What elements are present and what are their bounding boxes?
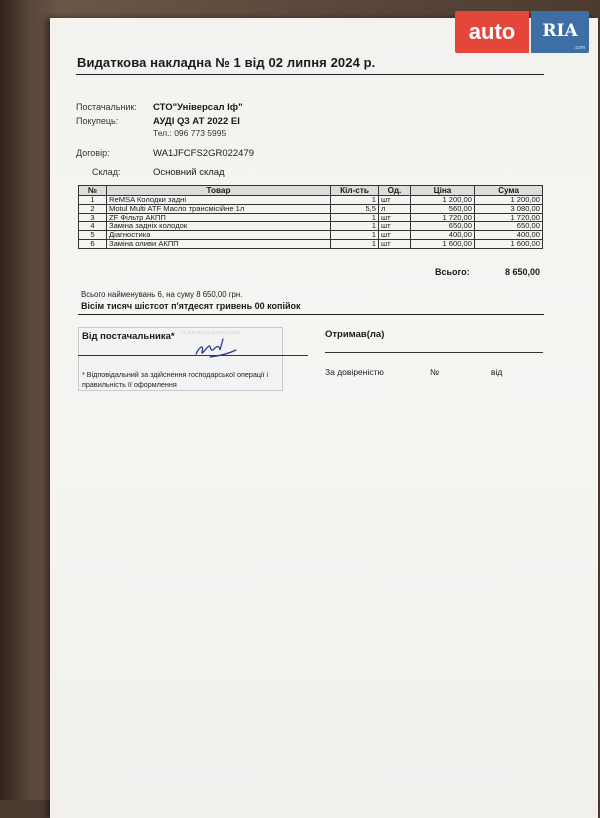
row-sum: 1 200,00 [475, 196, 543, 205]
row-price: 1 200,00 [411, 196, 475, 205]
row-unit: шт [379, 196, 411, 205]
row-item: ZF Фільтр АКПП [107, 213, 331, 222]
supplier-label: Постачальник: [76, 102, 137, 112]
power-of-attorney-label: За довіреністю [325, 367, 384, 377]
row-item: Motul Multi ATF Масло трансмісійне 1л [107, 204, 331, 213]
header-unit: Од. [379, 186, 411, 196]
summary-underline [78, 314, 544, 315]
table-row [79, 196, 543, 205]
summary-line: Всього найменувань 6, на суму 8 650,00 грн. [81, 290, 243, 299]
row-price: 560,00 [411, 204, 475, 213]
contract-value: WA1JFCFS2GR022479 [153, 148, 255, 159]
document-title: Видаткова накладна № 1 від 02 липня 2024 р. [77, 55, 376, 70]
row-price: 1 600,00 [411, 239, 475, 248]
row-number: 4 [79, 222, 107, 231]
faded-stamp-mark: ▭ ▭▭▭▭ ▭▭▭▭▭ [180, 330, 241, 336]
warehouse-label: Склад: [92, 167, 121, 177]
title-underline [76, 74, 544, 75]
row-number: 2 [79, 204, 107, 213]
row-qty: 5,5 [331, 204, 379, 213]
header-number: № [79, 186, 107, 196]
row-price: 1 720,00 [411, 213, 475, 222]
totals-label: Всього: [435, 267, 470, 277]
buyer-value: АУДІ Q3 АТ 2022 ЕІ [153, 116, 240, 127]
row-unit: шт [379, 231, 411, 240]
row-sum: 650,00 [475, 222, 543, 231]
items-table [78, 185, 543, 249]
row-qty: 1 [331, 231, 379, 240]
row-number: 5 [79, 231, 107, 240]
row-number: 3 [79, 213, 107, 222]
header-sum: Сума [475, 186, 543, 196]
supplier-value: СТО"Універсал Іф" [153, 102, 243, 113]
row-qty: 1 [331, 222, 379, 231]
buyer-label: Покупець: [76, 116, 119, 126]
totals-value: 8 650,00 [504, 267, 540, 277]
header-price: Ціна [411, 186, 475, 196]
logo-com-suffix: .com [574, 45, 585, 51]
warehouse-value: Основний склад [153, 167, 225, 178]
row-unit: шт [379, 222, 411, 231]
table-header-row [79, 186, 543, 196]
row-item: Діагностика [107, 231, 331, 240]
logo-auto-text: auto [455, 11, 529, 53]
row-sum: 400,00 [475, 231, 543, 240]
received-label: Отримав(ла) [325, 329, 385, 340]
table-row [79, 239, 543, 248]
buyer-phone: Тел.: 096 773 5995 [153, 128, 227, 138]
received-signature-line [325, 352, 543, 353]
invoice-paper [50, 18, 598, 818]
row-qty: 1 [331, 239, 379, 248]
table-row [79, 231, 543, 240]
table-row [79, 213, 543, 222]
number-label: № [430, 367, 440, 377]
row-price: 400,00 [411, 231, 475, 240]
row-number: 1 [79, 196, 107, 205]
row-price: 650,00 [411, 222, 475, 231]
row-item: ReMSA Колодки задні [107, 196, 331, 205]
date-from-label: від [491, 367, 503, 377]
table-row [79, 222, 543, 231]
header-item: Товар [107, 186, 331, 196]
row-sum: 1 720,00 [475, 213, 543, 222]
row-qty: 1 [331, 213, 379, 222]
row-unit: шт [379, 239, 411, 248]
row-number: 6 [79, 239, 107, 248]
from-supplier-label: Від постачальника* [82, 331, 175, 342]
row-unit: шт [379, 213, 411, 222]
autoria-logo [455, 11, 589, 53]
contract-label: Договір: [76, 148, 110, 158]
row-qty: 1 [331, 196, 379, 205]
table-row [79, 204, 543, 213]
logo-ria-text: RIA [531, 11, 589, 53]
amount-in-words: Вісім тисяч шістсот п'ятдесят гривень 00 копійок [81, 301, 301, 311]
row-sum: 1 600,00 [475, 239, 543, 248]
responsibility-note: * Відповідальний за здійснення господарської операції і правильність її оформлення [82, 370, 269, 389]
header-qty: Кіл-сть [331, 186, 379, 196]
handwritten-signature [190, 336, 240, 362]
row-sum: 3 080,00 [475, 204, 543, 213]
row-item: Заміна задніх колодок [107, 222, 331, 231]
row-unit: л [379, 204, 411, 213]
row-item: Заміна оливи АКПП [107, 239, 331, 248]
